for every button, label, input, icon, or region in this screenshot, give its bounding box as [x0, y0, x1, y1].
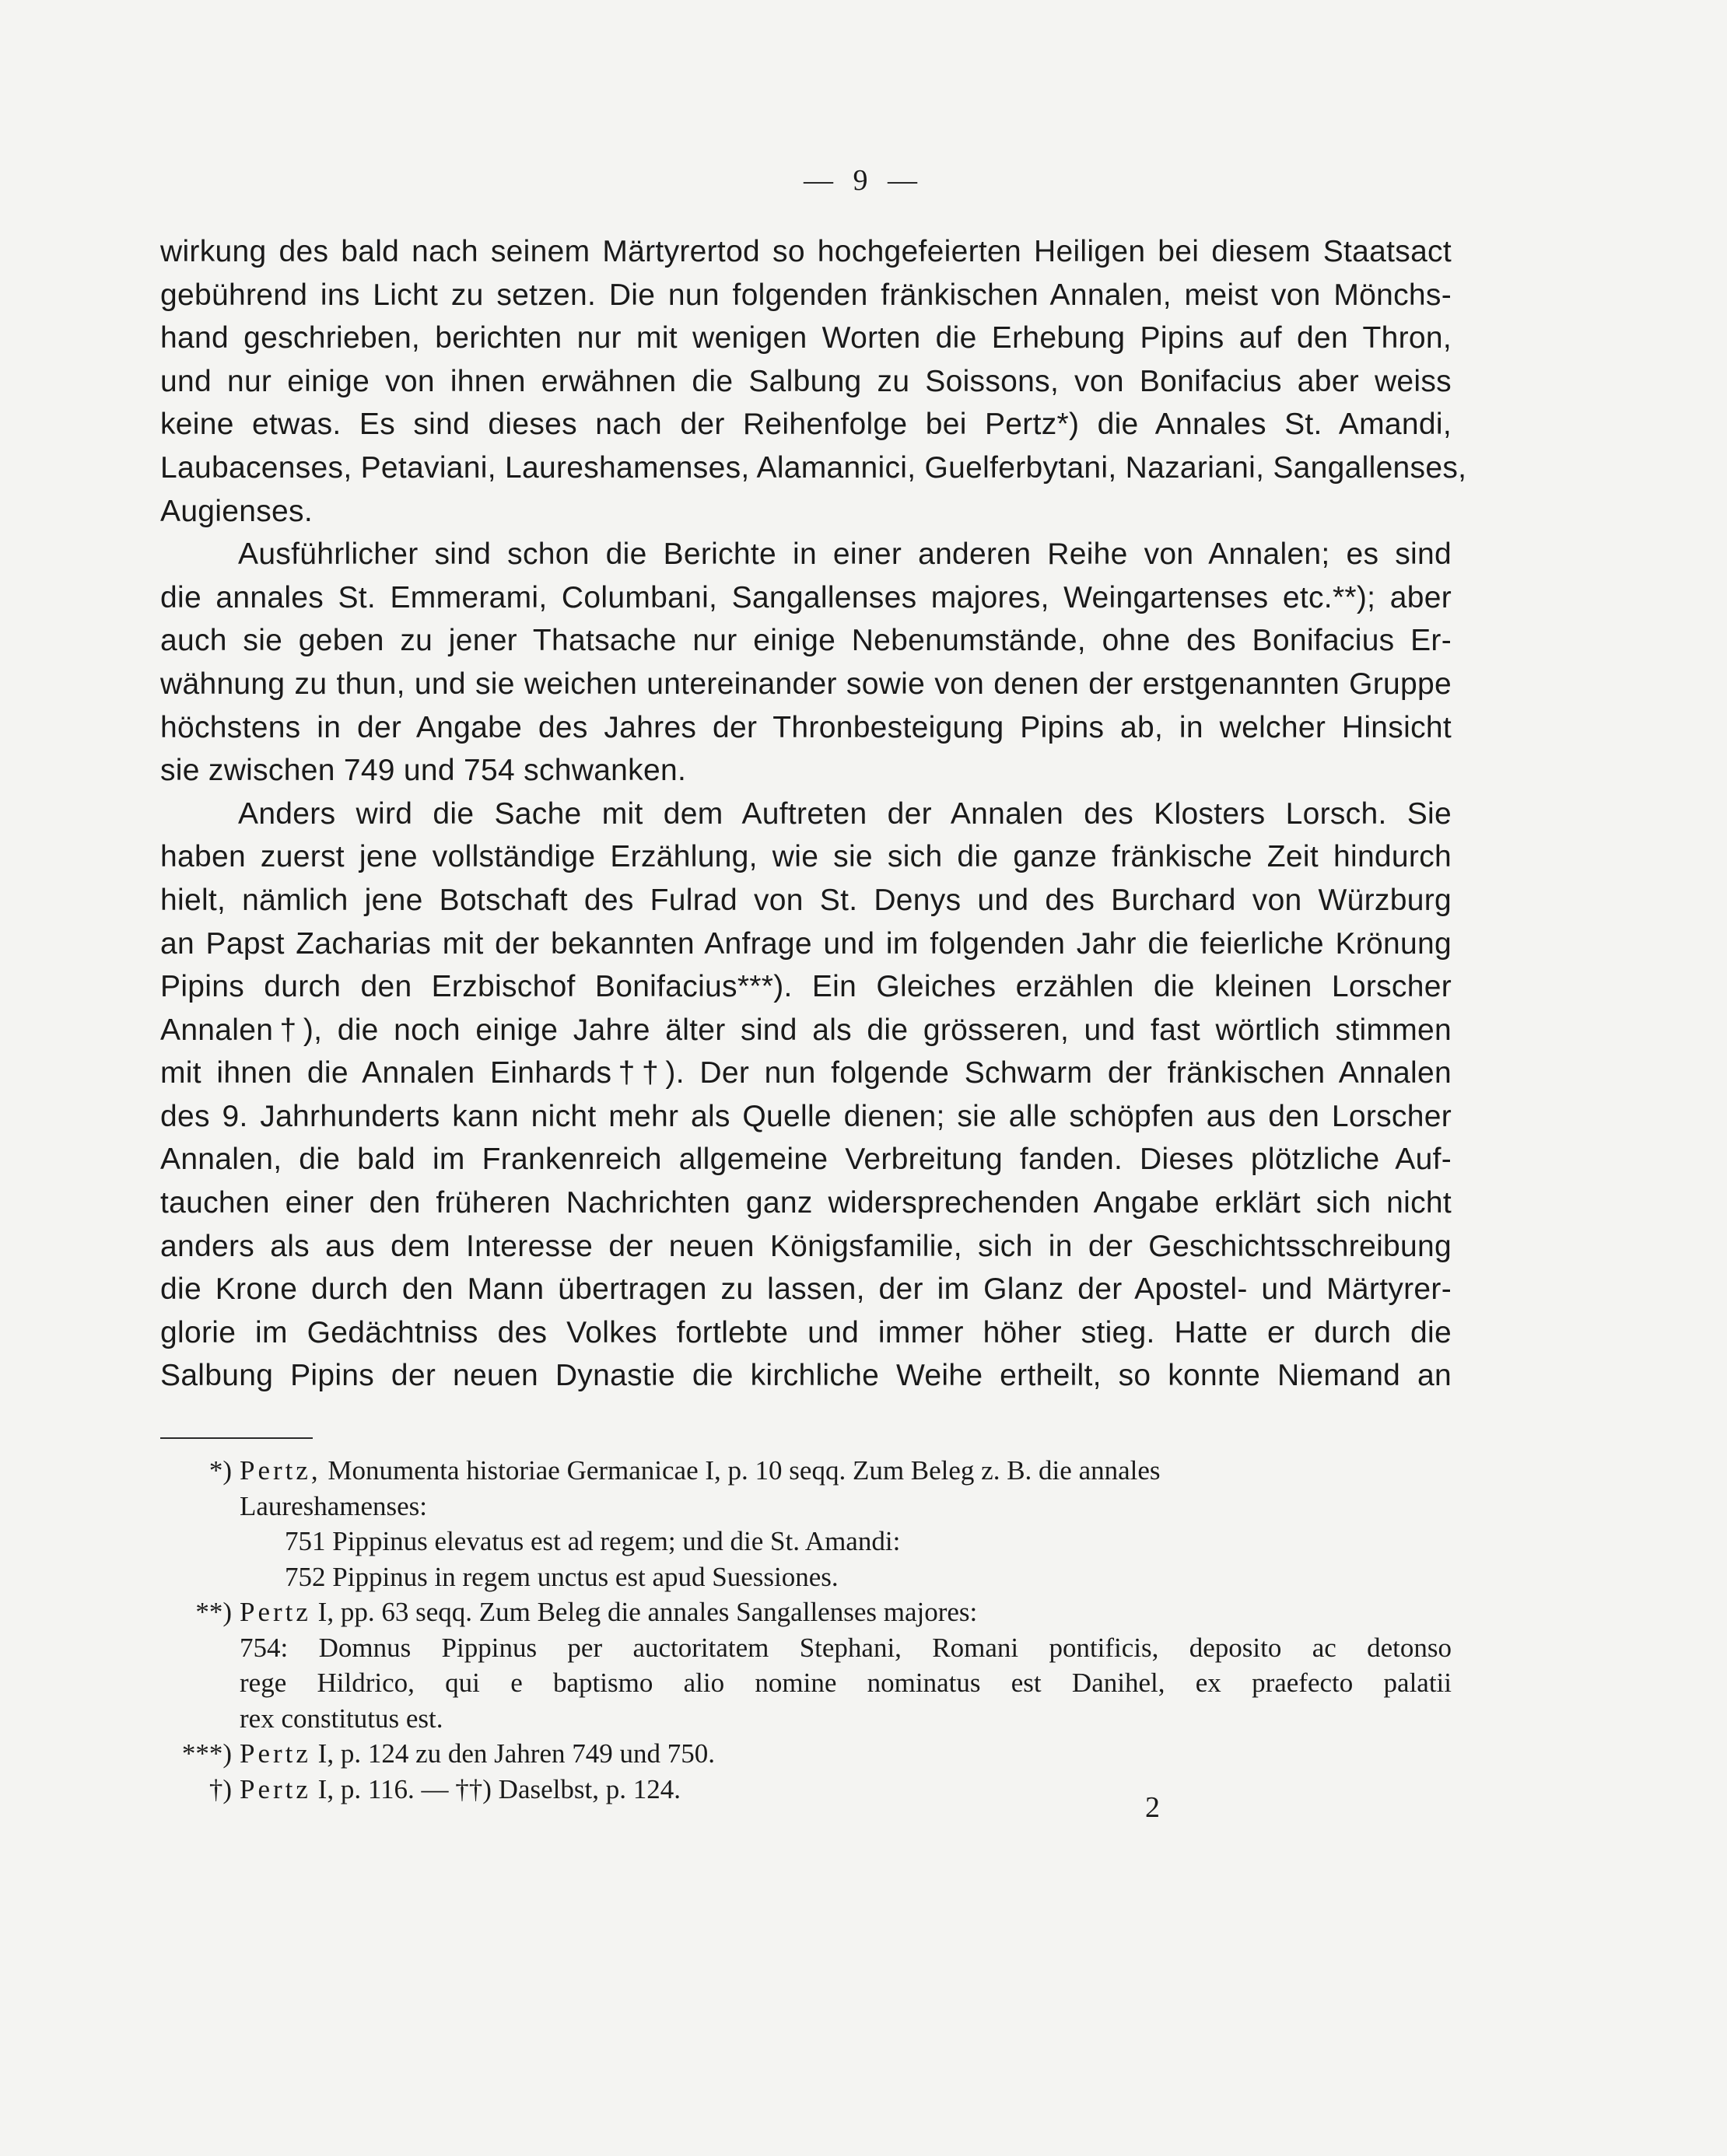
text-line: tauchen einer den früheren Nachrichten ganz widersprechenden Angabe erklärt sich nicht — [160, 1186, 1452, 1220]
text-line: höchstens in der Angabe des Jahres der Thronbesteigung Pipins ab, in welcher Hinsicht — [160, 710, 1452, 744]
footnote-mark: ***) — [181, 1738, 232, 1769]
text-line: anders als aus dem Interesse der neuen Königsfamilie, sich in der Geschichtsschreibung — [160, 1229, 1452, 1263]
footnote-quote: rege Hildrico, qui e baptismo alio nomine nominatus est Danihel, ex praefecto palatii — [240, 1668, 1452, 1698]
footnote-mark: *) — [208, 1455, 232, 1486]
footnote-quote: 751 Pippinus elevatus est ad regem; und die St. Amandi: — [285, 1526, 901, 1556]
text-line: hielt, nämlich jene Botschaft des Fulrad von St. Denys und des Burchard von Würzburg — [160, 883, 1452, 917]
footnotes — [160, 1453, 1452, 1807]
footnote-author: Pertz — [240, 1738, 311, 1769]
footnote-author: Pertz — [240, 1773, 311, 1804]
text-line: des 9. Jahrhunderts kann nicht mehr als Quelle dienen; sie alle schöpfen aus den Lorscher — [160, 1099, 1452, 1133]
text-line: Annalen†), die noch einige Jahre älter sind als die grösseren, und fast wörtlich stimmen — [160, 1013, 1452, 1047]
footnote-3 — [160, 1736, 1452, 1772]
footnote-text: I, p. 124 zu den Jahren 749 und 750. — [317, 1738, 715, 1769]
page-number: — 9 — — [804, 164, 923, 197]
text-line: Annalen, die bald im Frankenreich allgemeine Verbreitung fanden. Dieses plötzliche Auf- — [160, 1143, 1452, 1177]
text-line: Augienses. — [160, 494, 313, 528]
text-line: gebührend ins Licht zu setzen. Die nun folgenden fränkischen Annalen, meist von Mönchs- — [160, 278, 1452, 312]
text-line: Anders wird die Sache mit dem Auftreten der Annalen des Klosters Lorsch. Sie — [238, 796, 1452, 831]
text-line: glorie im Gedächtniss des Volkes fortlebte und immer höher stieg. Hatte er durch die — [160, 1315, 1452, 1349]
text-line: hand geschrieben, berichten nur mit wenigen Worten die Erhebung Pipins auf den Thron, — [160, 321, 1452, 355]
signature-mark: 2 — [1145, 1791, 1160, 1824]
footnote-quote: 752 Pippinus in regem unctus est apud Suessiones. — [285, 1561, 839, 1592]
footnote-2 — [160, 1594, 1452, 1630]
text-line: auch sie geben zu jener Thatsache nur einige Nebenumstände, ohne des Bonifacius Er- — [160, 624, 1452, 658]
text-line: die annales St. Emmerami, Columbani, Sangallenses majores, Weingartenses etc.**); aber — [160, 580, 1452, 614]
footnote-4 — [160, 1772, 1452, 1808]
footnote-text: I, pp. 63 seqq. Zum Beleg die annales Sangallenses majores: — [317, 1597, 978, 1627]
text-line: wähnung zu thun, und sie weichen untereinander sowie von denen der erstgenannten Gruppe — [160, 667, 1452, 701]
text-line: wirkung des bald nach seinem Märtyrertod so hochgefeierten Heiligen bei diesem Staatsact — [160, 235, 1452, 268]
text-line: Ausführlicher sind schon die Berichte in einer anderen Reihe von Annalen; es sind — [238, 537, 1452, 572]
text-line: Pipins durch den Erzbischof Bonifacius***). Ein Gleiches erzählen die kleinen Lorscher — [160, 970, 1452, 1004]
text-line: und nur einige von ihnen erwähnen die Salbung zu Soissons, von Bonifacius aber weiss — [160, 364, 1452, 398]
footnote-text: Monumenta historiae Germanicae I, p. 10 seqq. Zum Beleg z. B. die annales — [328, 1455, 1161, 1486]
text-line: haben zuerst jene vollständige Erzählung, wie sie sich die ganze fränkische Zeit hindurch — [160, 840, 1452, 874]
footnote-mark: †) — [208, 1773, 232, 1804]
text-line: die Krone durch den Mann übertragen zu lassen, der im Glanz der Apostel- und Märtyrer- — [160, 1272, 1452, 1307]
footnote-mark: **) — [195, 1597, 232, 1627]
text-line: sie zwischen 749 und 754 schwanken. — [160, 754, 687, 788]
text-line: mit ihnen die Annalen Einhards††). Der nun folgende Schwarm der fränkischen Annalen — [160, 1056, 1452, 1090]
text-line: keine etwas. Es sind dieses nach der Reihenfolge bei Pertz*) die Annales St. Amandi, — [160, 408, 1452, 442]
text-line: Laubacenses, Petaviani, Laureshamenses, Alamannici, Guelferbytani, Nazariani, Sangallenses, — [160, 450, 1467, 485]
footnote-text: I, p. 116. — ††) Daselbst, p. 124. — [317, 1773, 681, 1804]
footnote-continuation: Laureshamenses: — [240, 1490, 428, 1521]
body-text — [160, 230, 1467, 1398]
text-line: Salbung Pipins der neuen Dynastie die kirchliche Weihe ertheilt, so konnte Niemand an — [160, 1359, 1452, 1393]
footnote-1 — [160, 1453, 1452, 1489]
footnote-divider — [160, 1437, 313, 1439]
footnote-author: Pertz, — [240, 1455, 321, 1486]
footnote-author: Pertz — [240, 1597, 311, 1627]
footnote-quote: 754: Domnus Pippinus per auctoritatem Stephani, Romani pontificis, deposito ac detonso — [240, 1632, 1452, 1663]
footnote-quote: rex constitutus est. — [240, 1703, 443, 1734]
text-line: an Papst Zacharias mit der bekannten Anfrage und im folgenden Jahr die feierliche Krönung — [160, 926, 1452, 961]
